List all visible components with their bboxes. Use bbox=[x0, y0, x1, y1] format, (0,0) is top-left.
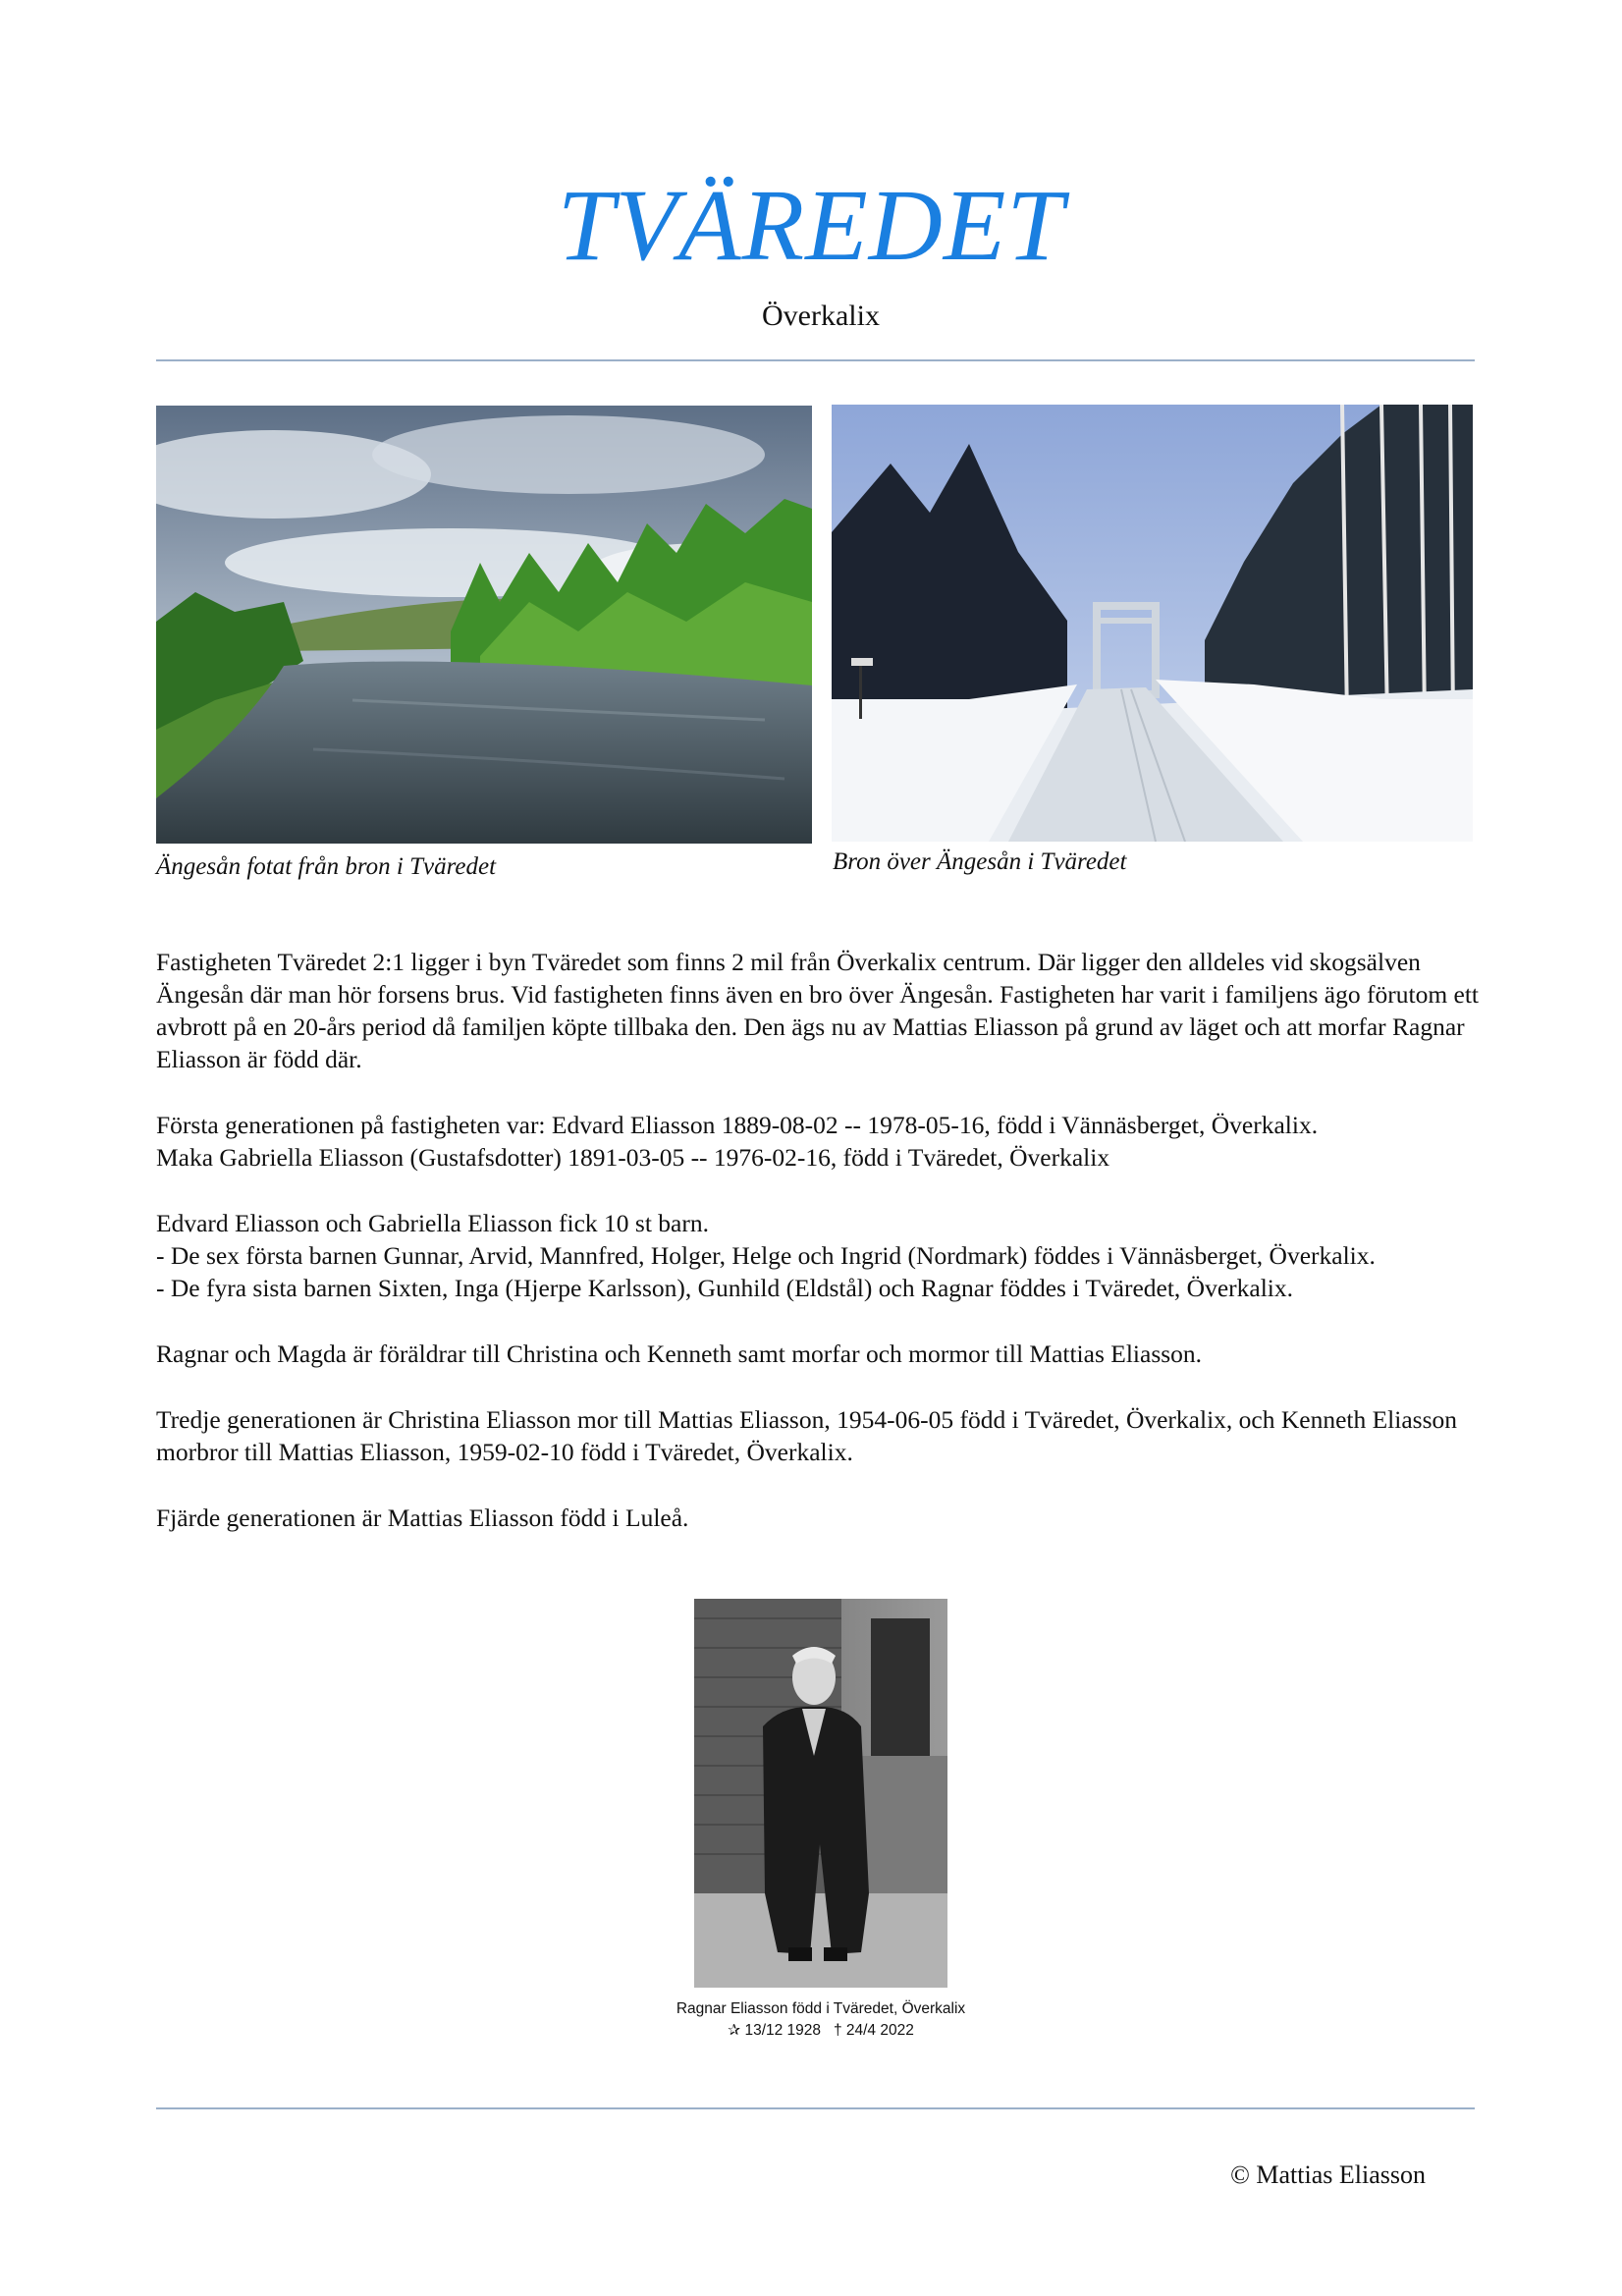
top-divider bbox=[156, 359, 1475, 361]
copyright-notice: © Mattias Eliasson bbox=[1230, 2160, 1426, 2189]
page-title: TVÄREDET bbox=[557, 169, 1065, 282]
paragraph-fourth-generation: Fjärde generationen är Mattias Eliasson född i Luleå. bbox=[156, 1503, 689, 1532]
river-photo-caption: Ängesån fotat från bron i Tväredet bbox=[156, 853, 497, 880]
page-subtitle: Överkalix bbox=[762, 300, 880, 332]
river-photo bbox=[156, 406, 812, 844]
bridge-photo bbox=[832, 405, 1473, 842]
bottom-divider bbox=[156, 2107, 1475, 2109]
portrait-photo bbox=[694, 1599, 947, 1988]
paragraph-first-generation: Första generationen på fastigheten var: Edvard Eliasson 1889-08-02 -- 1978-05-16, född i Vännäsberget, Överkalix. Maka Gabriella Eliasson (Gustafsdotter) 1891-03-05 -- 1976-02-16, född i Tväredet, Överkalix bbox=[156, 1111, 1319, 1172]
paragraph-children: Edvard Eliasson och Gabriella Eliasson fick 10 st barn. - De sex första barnen Gunnar, Arvid, Mannfred, Holger, Helge och Ingrid (Nordmark) föddes i Vännäsberget, Överkalix. - De fyra sista barnen Sixten, Inga (Hjerpe Karlsson), Gunhild (Eldstål) och Ragnar föddes i Tväredet, Överkalix. bbox=[156, 1209, 1376, 1302]
portrait-caption-name: Ragnar Eliasson född i Tväredet, Överkalix bbox=[676, 2000, 966, 2017]
paragraph-parents: Ragnar och Magda är föräldrar till Christina och Kenneth samt morfar och mormor till Mattias Eliasson. bbox=[156, 1339, 1203, 1368]
body-text bbox=[156, 946, 1501, 1567]
portrait-caption-dates: ✰ 13/12 1928 † 24/4 2022 bbox=[728, 2022, 914, 2039]
paragraph-property: Fastigheten Tväredet 2:1 ligger i byn Tväredet som finns 2 mil från Överkalix centrum. Där ligger den alldeles vid skogsälven Ängesån där man hör forsens brus. Vid fastigheten finns även en bro över Ängesån. Fastigheten har varit i familjens ägo förutom ett avbrott på en 20-års period då familjen köpte tillbaka den. Den ägs nu av Mattias Eliasson på grund av läget och att morfar Ragnar Eliasson är född där. bbox=[156, 948, 1480, 1073]
paragraph-third-generation: Tredje generationen är Christina Eliasson mor till Mattias Eliasson, 1954-06-05 född i Tväredet, Överkalix, och Kenneth Eliasson morbror till Mattias Eliasson, 1959-02-10 född i Tväredet, Överkalix. bbox=[156, 1405, 1458, 1466]
bridge-photo-caption: Bron över Ängesån i Tväredet bbox=[833, 848, 1127, 875]
